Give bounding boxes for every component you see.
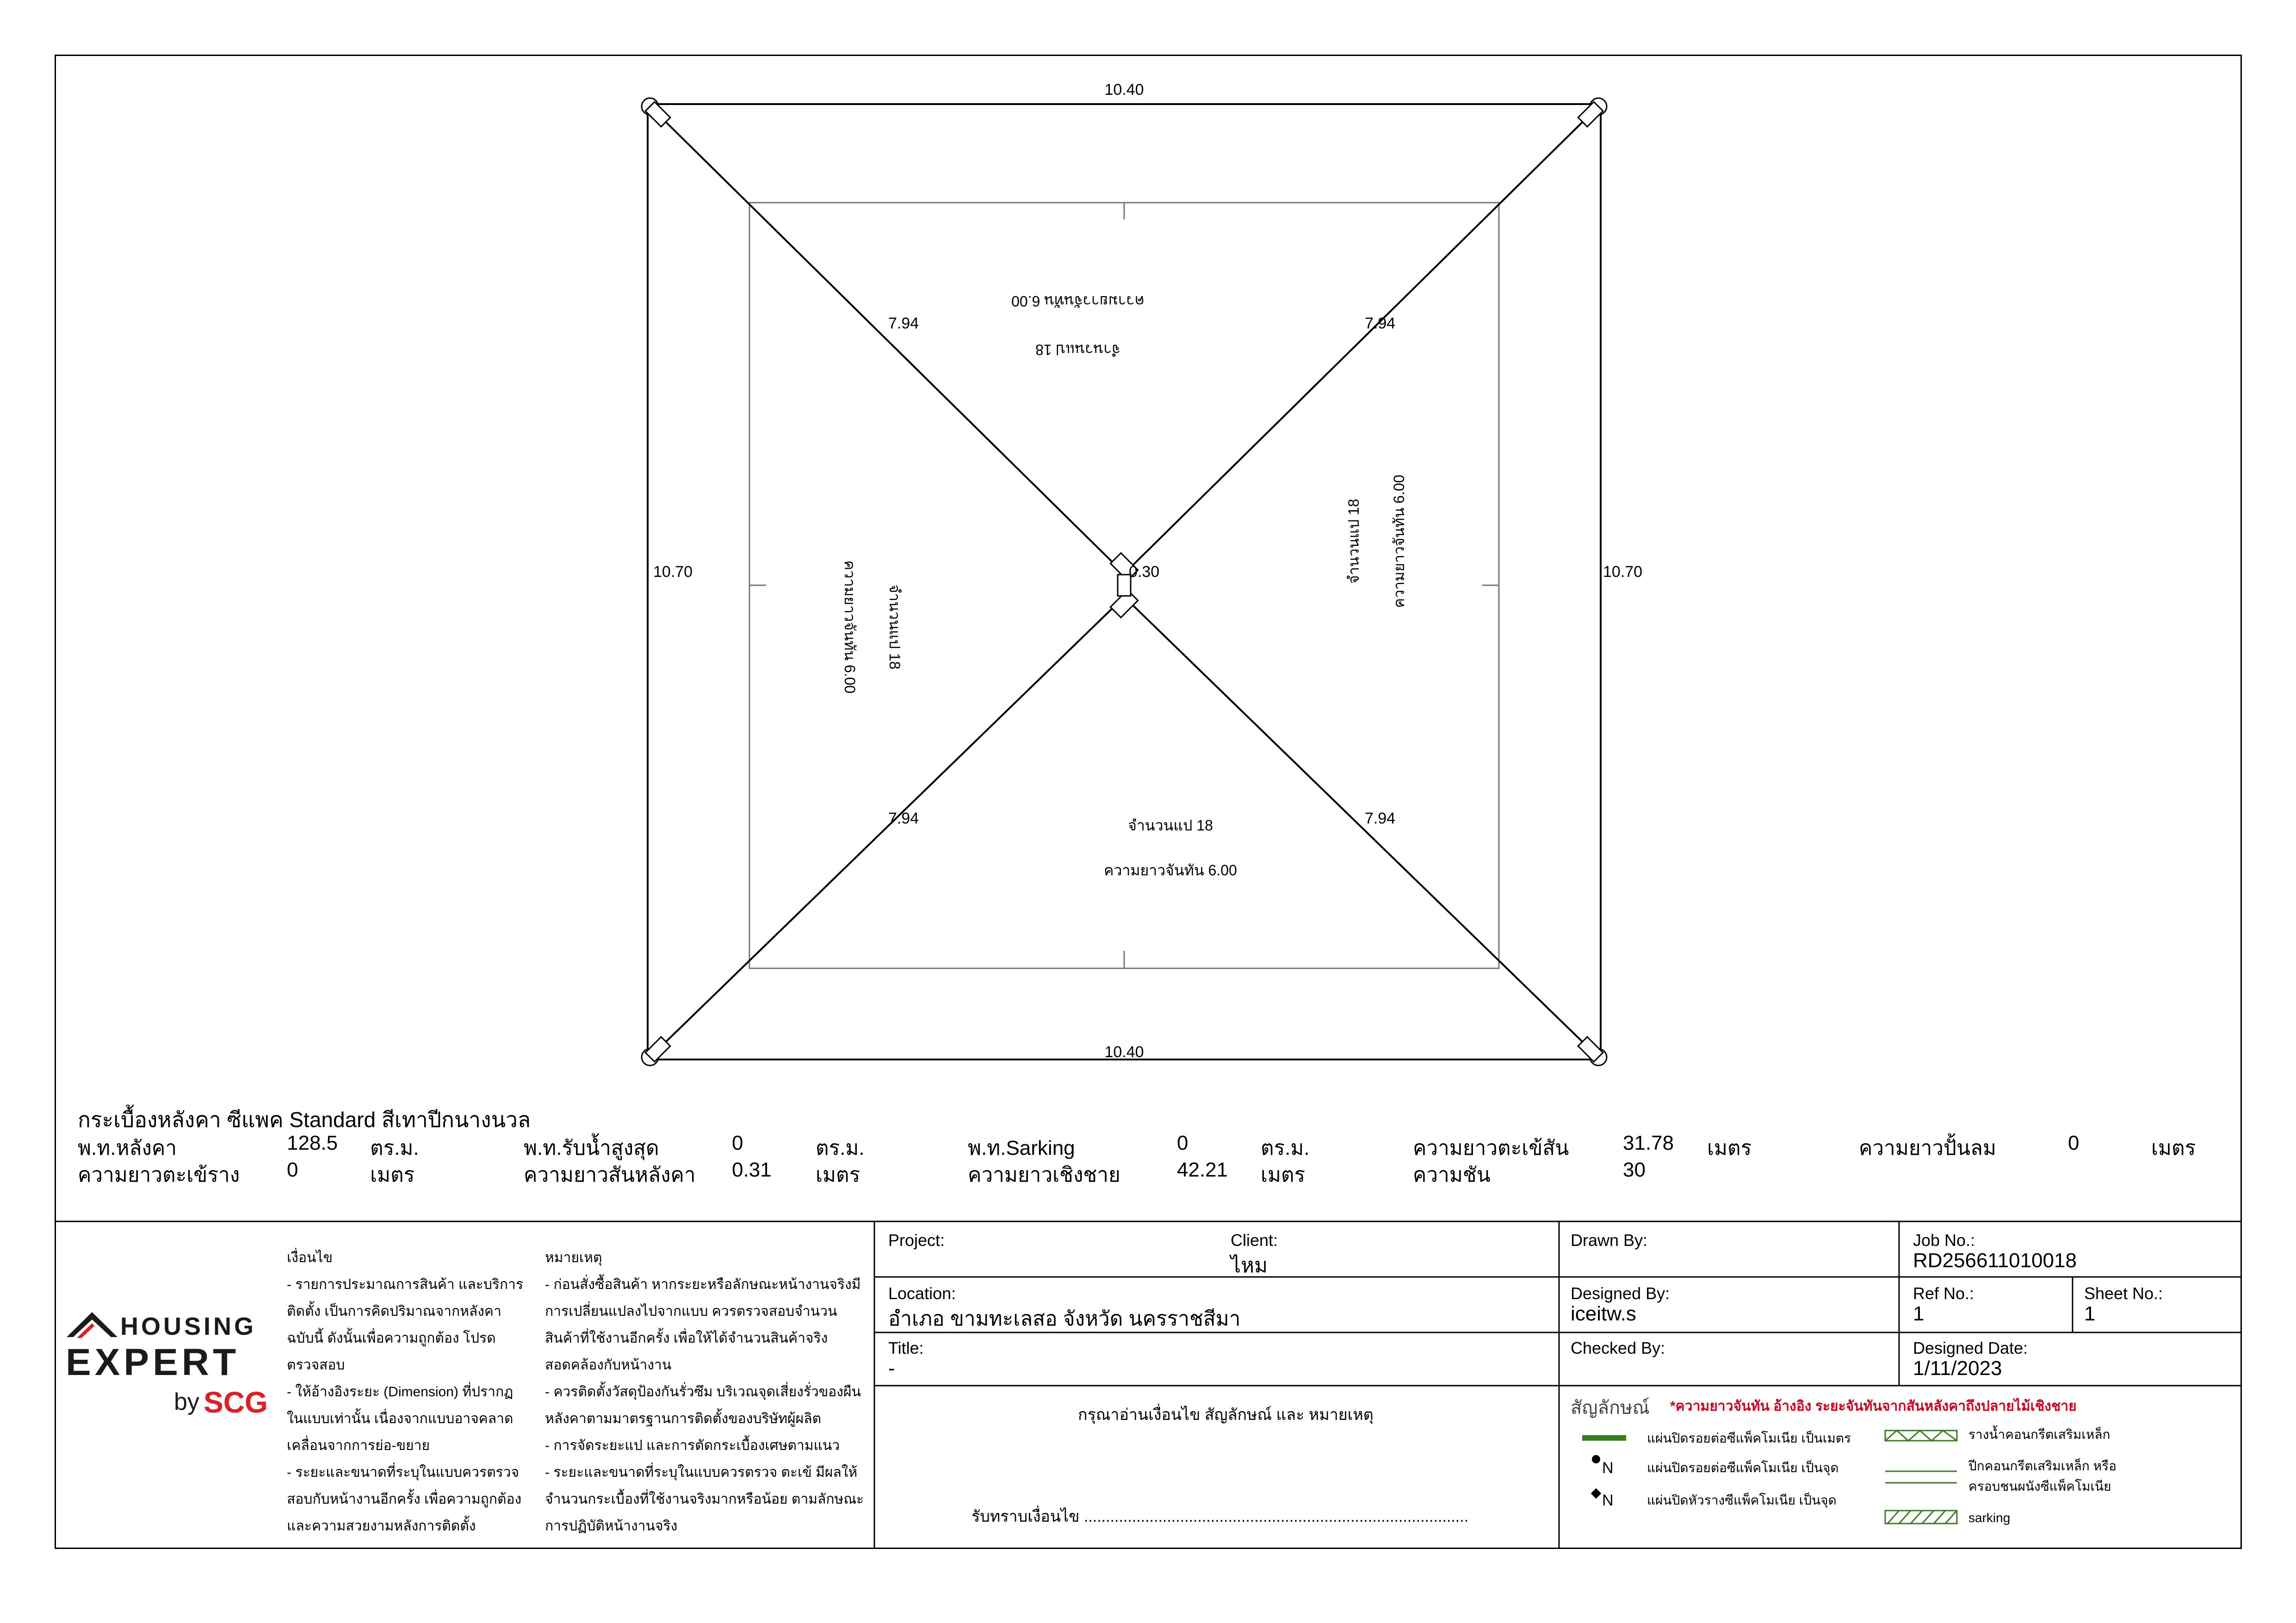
hip-br-label: 7.94 xyxy=(1365,810,1396,827)
legend-right-4: sarking xyxy=(1968,1511,2011,1525)
valley-label: ความยาวตะเข้ราง xyxy=(78,1164,240,1186)
verge-unit: เมตร xyxy=(2151,1137,2196,1159)
sarking-unit: ตร.ม. xyxy=(1261,1137,1310,1159)
title-label: Title: xyxy=(888,1338,924,1357)
date-label: Designed Date: xyxy=(1913,1338,2028,1357)
note-item: - ควรติดตั้งวัสดุป้องกันรั่วซึม บริเวณจุดเสี่ยงรั่วของผืนหลังคาตามมาตรฐานการติดตั้งของบริษัทผู้ผลิต xyxy=(545,1384,861,1426)
legend-gutter-icon xyxy=(1885,1431,1957,1441)
dim-top: 10.40 xyxy=(1104,81,1144,99)
project-label: Project: xyxy=(888,1231,945,1250)
drawn-label: Drawn By: xyxy=(1571,1231,1648,1250)
max-area-unit: ตร.ม. xyxy=(816,1137,865,1159)
logo-by: by xyxy=(174,1388,199,1415)
legend-marker-1: N xyxy=(1602,1459,1614,1477)
hip-length-label: ความยาวตะเข้สัน xyxy=(1413,1137,1569,1159)
legend-left-2: แผ่นปิดรอยต่อซีแพ็คโมเนีย เป็นจุด xyxy=(1647,1461,1839,1475)
condition-item: - รายการประมาณการสินค้า และบริการติดตั้ง เป็นการคิดปริมาณจากหลังคาฉบับนี้ ดังนั้นเพื่อความถูกต้อง โปรดตรวจสอบ xyxy=(287,1277,524,1373)
sarking-label: พ.ท.Sarking xyxy=(968,1137,1075,1159)
verge-value: 0 xyxy=(2068,1132,2079,1154)
eave-label: ความยาวเชิงชาย xyxy=(968,1164,1120,1186)
face-bottom-length: ความยาวจันทัน 6.00 xyxy=(1104,862,1237,879)
legend-left-1: แผ่นปิดรอยต่อซีแพ็คโมเนีย เป็นเมตร xyxy=(1647,1431,1851,1445)
eave-unit: เมตร xyxy=(1261,1164,1306,1186)
designed-value: iceitw.s xyxy=(1571,1302,1636,1325)
location-value: อำเภอ ขามทะเลสอ จังหวัด นครราชสีมา xyxy=(888,1307,1241,1330)
steps-value: 30 xyxy=(1623,1158,1646,1181)
legend-diamond-icon xyxy=(1591,1488,1602,1499)
title-value: - xyxy=(888,1357,895,1380)
face-top-count: จำนวนแป 18 xyxy=(1035,341,1120,358)
hip-length-unit: เมตร xyxy=(1707,1137,1752,1159)
sarking-value: 0 xyxy=(1177,1132,1188,1154)
legend-right-3: ครอบชนผนังซีแพ็คโมเนีย xyxy=(1968,1479,2111,1493)
roof-area-label: พ.ท.หลังคา xyxy=(78,1137,177,1159)
hip-tl-label: 7.94 xyxy=(888,315,919,332)
dim-center: 0.30 xyxy=(1129,563,1160,581)
client-value: ไหม xyxy=(1231,1254,1268,1277)
verge-label: ความยาวปั้นลม xyxy=(1859,1137,1997,1159)
client-label: Client: xyxy=(1231,1231,1278,1250)
face-left-count: จำนวนแป 18 xyxy=(886,584,903,669)
logo-housing: HOUSING xyxy=(120,1313,257,1340)
eave-value: 42.21 xyxy=(1177,1158,1228,1181)
condition-item: - ให้อ้างอิงระยะ (Dimension) ที่ปรากฏในแบบเท่านั้น เนื่องจากแบบอาจคลาดเคลื่อนจากการย่อ-ขยาย xyxy=(287,1384,514,1453)
legend-note: *ความยาวจันทัน อ้างอิง ระยะจันทันจากสันหลังคาถึงปลายไม้เชิงชาย xyxy=(1670,1399,2077,1414)
job-value: RD256611010018 xyxy=(1913,1249,2077,1272)
face-top-length: ความยาวจันทัน 6.00 xyxy=(1011,293,1145,310)
job-label: Job No.: xyxy=(1913,1231,1975,1250)
legend-marker-2: N xyxy=(1602,1492,1614,1509)
legend-title: สัญลักษณ์ xyxy=(1571,1398,1650,1418)
ack-sign: รับทราบเงื่อนไข ........................................................................................ xyxy=(972,1508,1469,1525)
note-item: - ระยะและขนาดที่ระบุในแบบควรตรวจ ตะเข้ มีผลให้จำนวนกระเบื้องที่ใช้งานจริงมากหรือน้อย ตามลักษณะการปฏิบัติหน้างานจริง xyxy=(545,1465,864,1534)
ridge-unit: เมตร xyxy=(816,1164,860,1186)
dim-right: 10.70 xyxy=(1603,563,1643,581)
ref-value: 1 xyxy=(1913,1302,1925,1325)
logo-scg: SCG xyxy=(204,1386,268,1419)
legend-right-1: รางน้ำคอนกรีตเสริมเหล็ก xyxy=(1968,1427,2110,1442)
hip-bl-label: 7.94 xyxy=(888,810,919,827)
face-bottom-count: จำนวนแป 18 xyxy=(1128,817,1213,834)
legend-right-2: ปีกคอนกรีตเสริมเหล็ก หรือ xyxy=(1968,1459,2117,1473)
valley-unit: เมตร xyxy=(370,1164,415,1186)
ref-label: Ref No.: xyxy=(1913,1284,1974,1303)
ridge-label: ความยาวสันหลังคา xyxy=(524,1164,696,1186)
dim-left: 10.70 xyxy=(653,563,693,581)
legend-sarking-icon xyxy=(1885,1511,1957,1524)
roof-area-value: 128.5 xyxy=(287,1132,338,1154)
conditions-title: เงื่อนไข xyxy=(287,1250,333,1265)
logo-expert: EXPERT xyxy=(66,1341,240,1383)
condition-item: - ระยะและขนาดที่ระบุในแบบควรตรวจสอบกับหน้างานอีกครั้ง เพื่อความถูกต้องและความสวยงามหลังการติดตั้ง xyxy=(287,1465,522,1534)
ridge-value: 0.31 xyxy=(732,1158,772,1181)
sheet-value: 1 xyxy=(2084,1302,2096,1325)
date-value: 1/11/2023 xyxy=(1913,1357,2002,1380)
face-left-length: ความยาวจันทัน 6.00 xyxy=(842,560,858,694)
legend-dot-icon xyxy=(1592,1455,1600,1463)
face-right-count: จำนวนแป 18 xyxy=(1345,499,1362,584)
dim-bottom: 10.40 xyxy=(1104,1043,1144,1061)
max-area-label: พ.ท.รับน้ำสูงสุด xyxy=(524,1137,659,1159)
legend-left-3: แผ่นปิดหัวรางซีแพ็คโมเนีย เป็นจุด xyxy=(1647,1493,1837,1507)
product-name: กระเบื้องหลังคา ซีแพค Standard สีเทาปีกนางนวล xyxy=(78,1108,531,1132)
checked-label: Checked By: xyxy=(1571,1338,1665,1357)
roof-area-unit: ตร.ม. xyxy=(370,1137,419,1159)
max-area-value: 0 xyxy=(732,1132,743,1154)
steps-label: ความชัน xyxy=(1413,1164,1491,1186)
note-item: - การจัดระยะแป และการตัดกระเบื้องเศษตามแนว xyxy=(545,1438,840,1453)
note-item: - ก่อนสั่งซื้อสินค้า หากระยะหรือลักษณะหน้างานจริงมีการเปลี่ยนแปลงไปจากแบบ ควรตรวจสอบจำนวนสินค้าที่ใช้งานอีกครั้ง เพื่อให้ได้จำนวนสินค้าจริงสอดคล้องกับหน้างาน xyxy=(545,1277,861,1373)
ack-text: กรุณาอ่านเงื่อนไข สัญลักษณ์ และ หมายเหตุ xyxy=(1078,1406,1374,1424)
face-right-length: ความยาวจันทัน 6.00 xyxy=(1391,475,1407,608)
notes-title: หมายเหตุ xyxy=(545,1250,602,1265)
valley-value: 0 xyxy=(287,1158,298,1181)
sheet-label: Sheet No.: xyxy=(2084,1284,2163,1303)
location-label: Location: xyxy=(888,1284,956,1303)
designed-label: Designed By: xyxy=(1571,1284,1670,1303)
hip-length-value: 31.78 xyxy=(1623,1132,1674,1154)
hip-tr-label: 7.94 xyxy=(1365,315,1396,332)
